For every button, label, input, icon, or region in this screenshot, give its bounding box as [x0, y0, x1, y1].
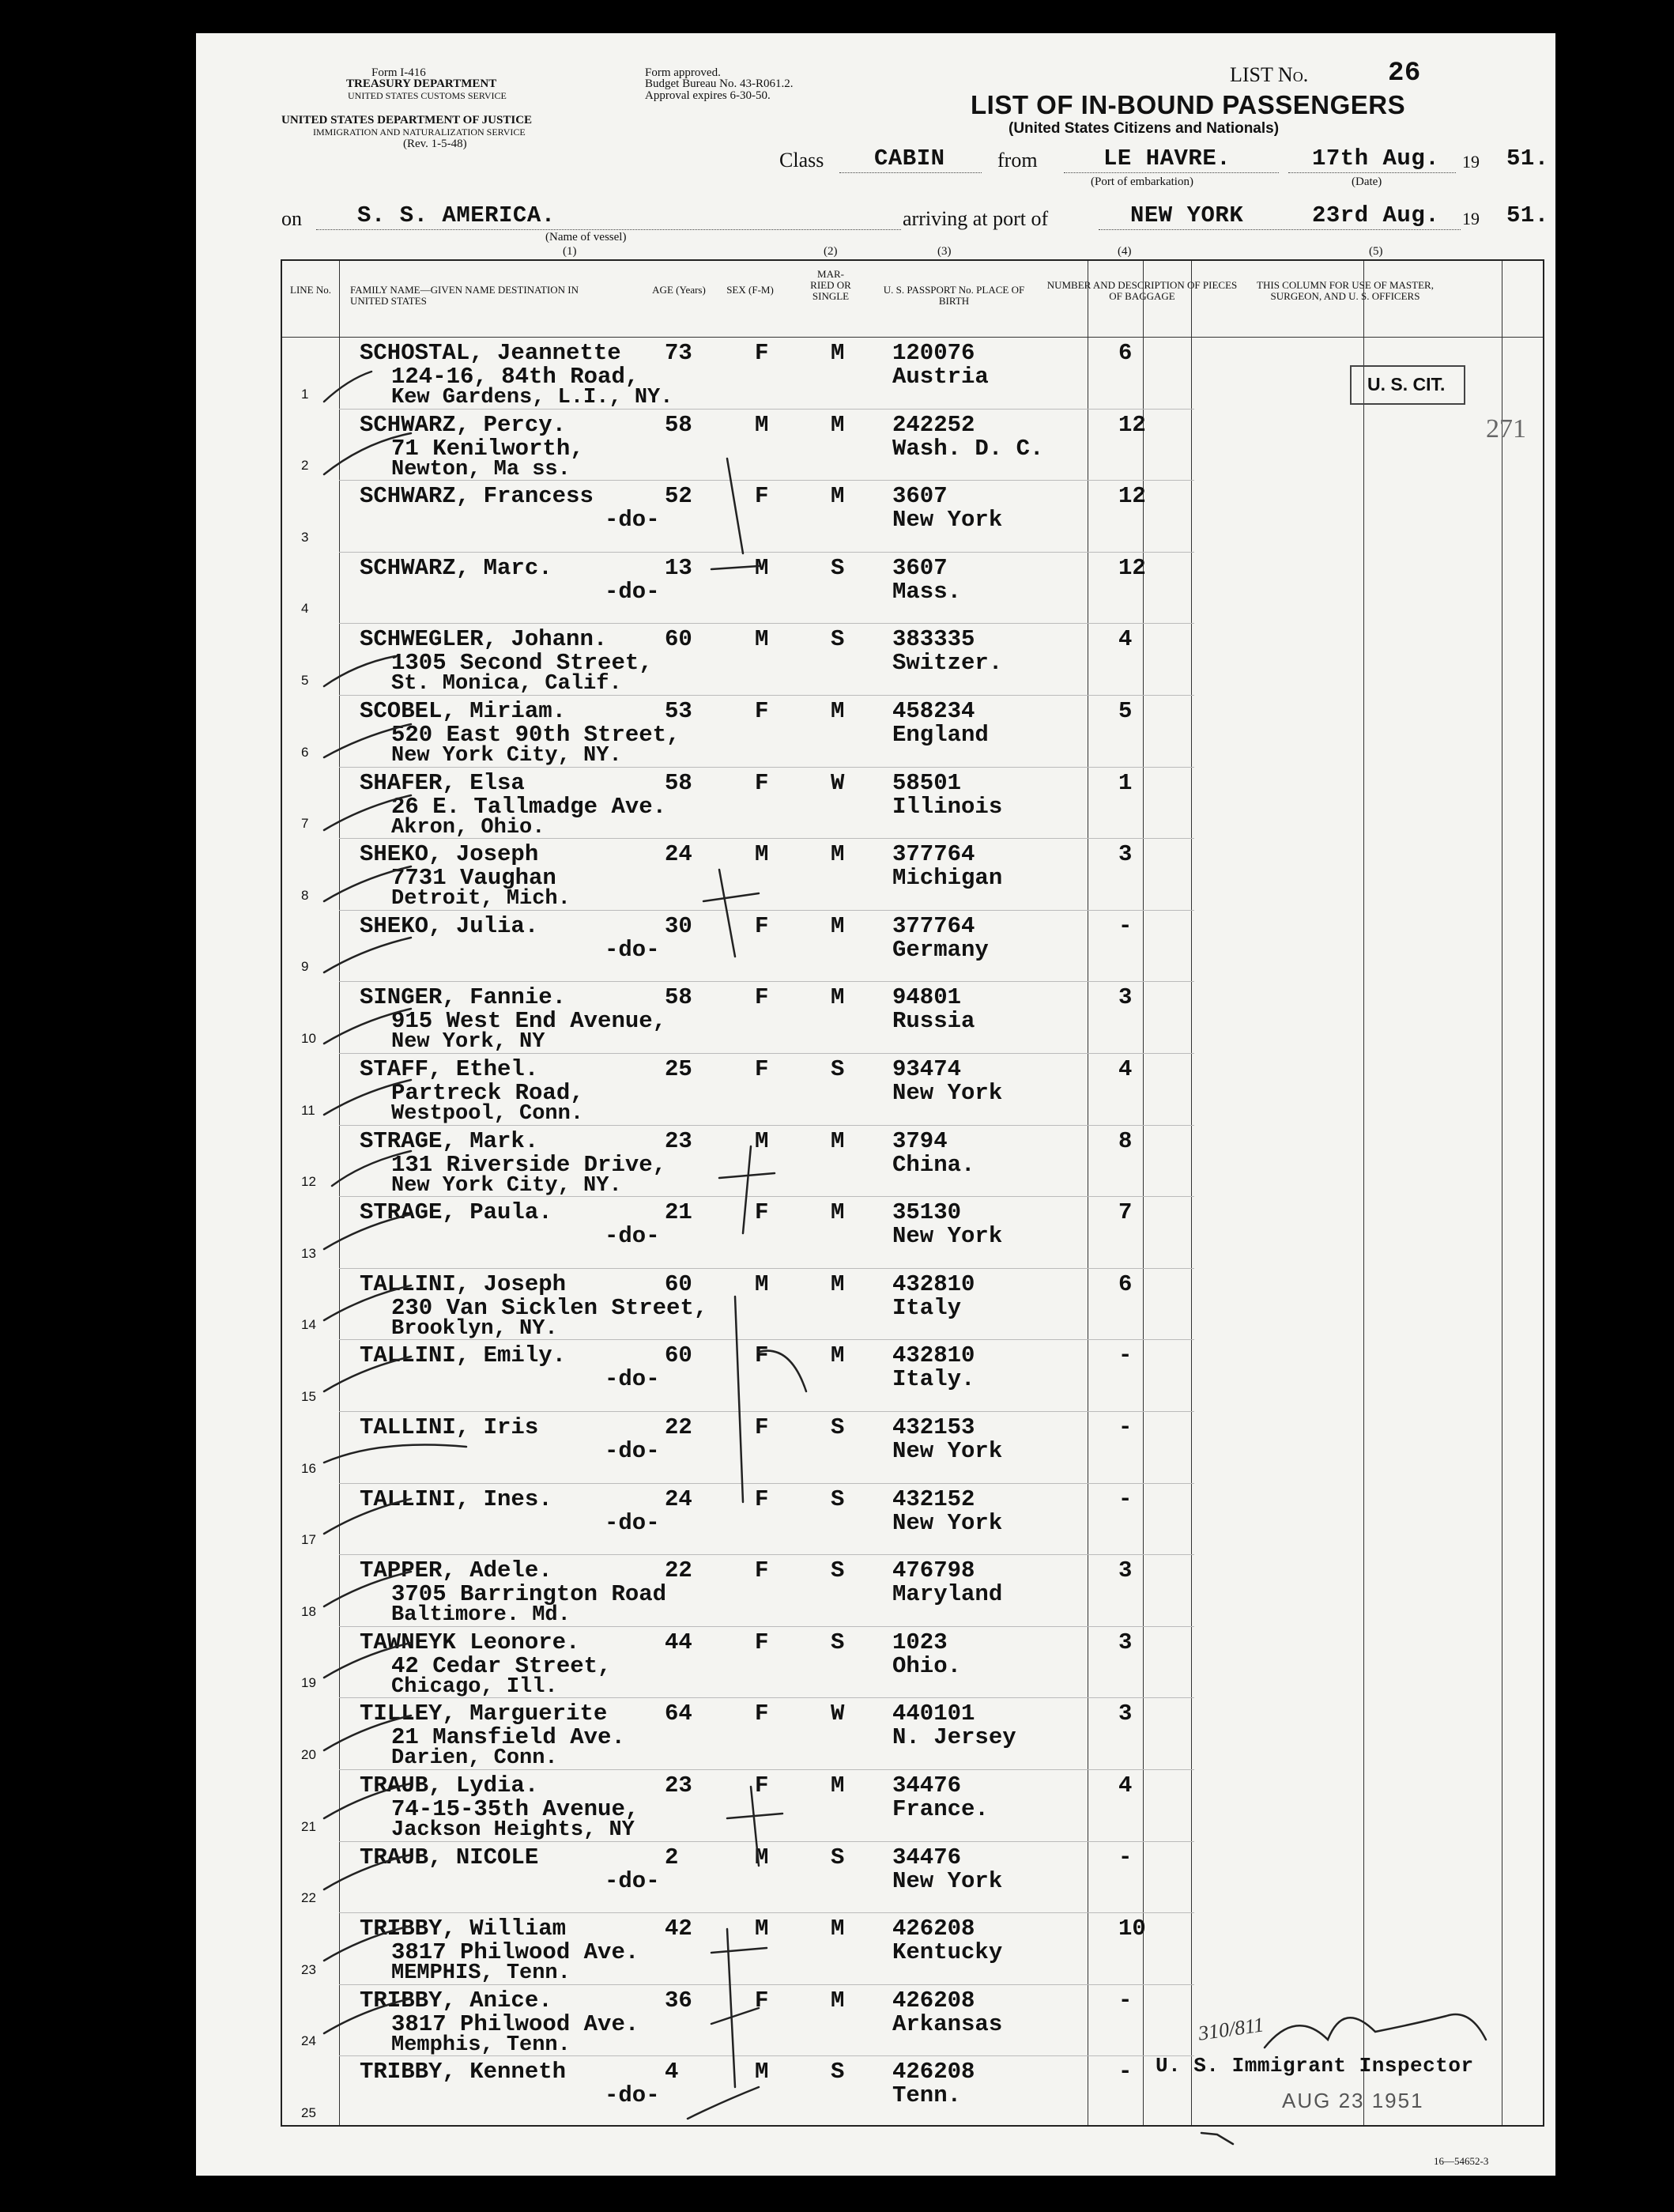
marital-status: W — [831, 1701, 845, 1727]
place-of-birth: New York — [892, 507, 1003, 534]
place-of-birth: France. — [892, 1796, 989, 1822]
marital-status: M — [831, 984, 845, 1011]
line-number: 21 — [301, 1818, 316, 1834]
address-line-1: 26 E. Tallmadge Ave. — [391, 793, 667, 820]
passport-number: 3607 — [892, 483, 948, 510]
age: 60 — [665, 1270, 692, 1297]
passport-number: 58501 — [892, 769, 962, 796]
address-line-1: 71 Kenilworth, — [391, 435, 584, 462]
page-count-annotation: 271 — [1486, 414, 1526, 444]
vessel-name: S. S. AMERICA. — [357, 202, 556, 228]
list-no-label: LIST No. — [1230, 63, 1309, 86]
passenger-name: SHEKO, Joseph — [360, 841, 539, 868]
passenger-name: TALLINI, Emily. — [360, 1342, 567, 1369]
arrival-port: NEW YORK — [1130, 202, 1244, 228]
baggage-count: - — [1118, 2059, 1133, 2086]
address-line-2: Jackson Heights, NY — [391, 1818, 635, 1842]
sex: M — [755, 1844, 769, 1870]
baggage-count: 8 — [1118, 1127, 1133, 1154]
place-of-birth: Illinois — [892, 793, 1003, 820]
column-number: (2) — [824, 245, 838, 258]
inspector-code: 310/811 — [1197, 2013, 1265, 2045]
address-line-1: 131 Riverside Drive, — [391, 1151, 667, 1178]
inspector-date-stamp: AUG 23 1951 — [1282, 2089, 1424, 2112]
marital-status: M — [831, 483, 845, 510]
baggage-count: - — [1118, 1414, 1133, 1440]
place-of-birth: Italy. — [892, 1366, 975, 1393]
line-number: 12 — [301, 1174, 316, 1190]
age: 44 — [665, 1629, 692, 1655]
address-line-1: 124-16, 84th Road, — [391, 364, 639, 390]
marital-status: M — [831, 411, 845, 438]
port-caption: (Port of embarkation) — [1091, 176, 1193, 188]
baggage-count: 10 — [1118, 1916, 1146, 1942]
passport-number: 426208 — [892, 1987, 975, 2014]
date-caption: (Date) — [1352, 176, 1382, 188]
line-number: 19 — [301, 1675, 316, 1691]
marital-status: M — [831, 698, 845, 724]
baggage-count: 3 — [1118, 984, 1133, 1011]
address-line-1: 42 Cedar Street, — [391, 1652, 612, 1679]
address-line-1: -do- — [605, 1223, 660, 1250]
place-of-birth: Maryland — [892, 1581, 1003, 1608]
address-line-2: Chicago, Ill. — [391, 1674, 558, 1699]
budget-bureau: Budget Bureau No. 43-R061.2. — [645, 77, 794, 90]
passenger-name: TRAUB, NICOLE — [360, 1844, 539, 1870]
column-number: (5) — [1369, 245, 1383, 258]
passenger-name: SINGER, Fannie. — [360, 984, 567, 1011]
manifest-title: LIST OF IN-BOUND PASSENGERS — [971, 90, 1406, 119]
revision-date: (Rev. 1-5-48) — [403, 138, 467, 150]
address-line-1: -do- — [605, 1438, 660, 1464]
passenger-name: SCHWEGLER, Johann. — [360, 626, 608, 653]
passport-number: 377764 — [892, 912, 975, 939]
line-number: 7 — [301, 816, 309, 832]
passenger-name: TRAUB, Lydia. — [360, 1772, 539, 1799]
sex: M — [755, 554, 769, 581]
line-number: 11 — [301, 1102, 315, 1118]
form-number: Form I-416 — [371, 66, 426, 79]
sex: F — [755, 340, 769, 366]
age: 25 — [665, 1056, 692, 1082]
marital-status: M — [831, 912, 845, 939]
baggage-count: 4 — [1118, 626, 1133, 653]
baggage-count: 12 — [1118, 483, 1146, 510]
inspector-label: U. S. Immigrant Inspector — [1156, 2054, 1474, 2078]
treasury-department: TREASURY DEPARTMENT — [346, 77, 497, 90]
age: 4 — [665, 2059, 679, 2086]
address-line-1: -do- — [605, 1509, 660, 1536]
marital-status: S — [831, 1056, 845, 1082]
from-label: from — [997, 149, 1038, 172]
passenger-name: TAWNEYK Leonore. — [360, 1629, 580, 1655]
departure-date: 17th Aug. — [1312, 145, 1440, 172]
column-number: (1) — [563, 245, 577, 258]
marital-status: W — [831, 769, 845, 796]
baggage-count: 6 — [1118, 340, 1133, 366]
place-of-birth: Arkansas — [892, 2010, 1003, 2037]
address-line-1: 3817 Philwood Ave. — [391, 2010, 639, 2037]
sex: F — [755, 1557, 769, 1584]
sex: M — [755, 626, 769, 653]
baggage-count: 3 — [1118, 1701, 1133, 1727]
age: 24 — [665, 841, 692, 868]
baggage-count: 4 — [1118, 1772, 1133, 1799]
address-line-2: Darien, Conn. — [391, 1746, 558, 1771]
header-sex: SEX (F-M) — [726, 284, 774, 296]
passport-number: 440101 — [892, 1701, 975, 1727]
age: 53 — [665, 698, 692, 724]
passenger-name: SCOBEL, Miriam. — [360, 698, 567, 724]
line-number: 18 — [301, 1603, 316, 1619]
marital-status: S — [831, 554, 845, 581]
baggage-count: 3 — [1118, 1557, 1133, 1584]
line-number: 20 — [301, 1746, 316, 1762]
address-line-1: -do- — [605, 1366, 660, 1393]
header-officers: THIS COLUMN FOR USE OF MASTER, SURGEON, AND U. S. OFFICERS — [1257, 279, 1434, 302]
sex: F — [755, 1485, 769, 1512]
address-line-1: 21 Mansfield Ave. — [391, 1724, 625, 1751]
sex: F — [755, 1772, 769, 1799]
sex: F — [755, 912, 769, 939]
age: 24 — [665, 1485, 692, 1512]
marital-status: S — [831, 626, 845, 653]
header-name: FAMILY NAME—GIVEN NAME DESTINATION IN UNITED STATES — [350, 284, 579, 307]
on-label: on — [281, 207, 302, 230]
age: 58 — [665, 769, 692, 796]
line-number: 6 — [301, 744, 309, 760]
place-of-birth: China. — [892, 1151, 975, 1178]
passport-number: 3607 — [892, 554, 948, 581]
footer-form-code: 16—54652-3 — [1434, 2155, 1489, 2167]
class-label: Class — [779, 149, 824, 172]
arriving-label: arriving at port of — [903, 207, 1049, 230]
sex: F — [755, 1199, 769, 1226]
line-number: 9 — [301, 959, 309, 975]
address-line-1: 3817 Philwood Ave. — [391, 1939, 639, 1966]
address-line-1: 7731 Vaughan — [391, 865, 556, 892]
line-number: 24 — [301, 2033, 316, 2049]
marital-status: S — [831, 1557, 845, 1584]
passport-number: 34476 — [892, 1772, 962, 1799]
address-line-2: Brooklyn, NY. — [391, 1316, 558, 1341]
address-line-2: Newton, Ma ss. — [391, 457, 571, 481]
passenger-name: SCHWARZ, Marc. — [360, 554, 552, 581]
place-of-birth: Switzer. — [892, 650, 1003, 677]
place-of-birth: New York — [892, 1867, 1003, 1894]
passenger-name: SHAFER, Elsa — [360, 769, 525, 796]
passenger-name: TRIBBY, William — [360, 1916, 567, 1942]
baggage-count: 6 — [1118, 1270, 1133, 1297]
address-line-1: Partreck Road, — [391, 1080, 584, 1106]
age: 60 — [665, 626, 692, 653]
header-age: AGE (Years) — [652, 284, 706, 296]
marital-status: M — [831, 1270, 845, 1297]
line-number: 2 — [301, 458, 309, 474]
age: 64 — [665, 1701, 692, 1727]
sex: F — [755, 1701, 769, 1727]
address-line-2: Westpool, Conn. — [391, 1102, 584, 1126]
line-number: 14 — [301, 1317, 316, 1333]
passenger-name: TALLINI, Joseph — [360, 1270, 567, 1297]
immigration-service: IMMIGRATION AND NATURALIZATION SERVICE — [313, 126, 526, 138]
sex: F — [755, 1414, 769, 1440]
marital-status: S — [831, 1629, 845, 1655]
baggage-count: 7 — [1118, 1199, 1133, 1226]
age: 22 — [665, 1557, 692, 1584]
address-line-1: -do- — [605, 507, 660, 534]
address-line-1: -do- — [605, 578, 660, 605]
marital-status: S — [831, 1414, 845, 1440]
line-number: 5 — [301, 672, 309, 688]
age: 73 — [665, 340, 692, 366]
class-value: CABIN — [874, 145, 945, 172]
place-of-birth: England — [892, 722, 989, 748]
age: 23 — [665, 1772, 692, 1799]
passport-number: 34476 — [892, 1844, 962, 1870]
place-of-birth: Kentucky — [892, 1939, 1003, 1966]
sex: F — [755, 1987, 769, 2014]
passenger-name: SCHWARZ, Percy. — [360, 411, 567, 438]
marital-status: S — [831, 2059, 845, 2086]
sex: M — [755, 411, 769, 438]
line-number: 4 — [301, 601, 309, 617]
marital-status: M — [831, 1127, 845, 1154]
passenger-name: TALLINI, Iris — [360, 1414, 539, 1440]
sex: F — [755, 698, 769, 724]
sex: F — [755, 1056, 769, 1082]
departure-year: 51. — [1506, 145, 1549, 172]
sex: M — [755, 2059, 769, 2086]
passport-number: 35130 — [892, 1199, 962, 1226]
passport-number: 426208 — [892, 1916, 975, 1942]
arrival-year-prefix: 19 — [1462, 209, 1480, 228]
age: 58 — [665, 411, 692, 438]
address-line-2: MEMPHIS, Tenn. — [391, 1961, 571, 1986]
address-line-2: New York, NY — [391, 1030, 545, 1055]
sex: M — [755, 1916, 769, 1942]
form-approved: Form approved. — [645, 66, 721, 79]
header-passport: U. S. PASSPORT No. PLACE OF BIRTH — [883, 284, 1025, 307]
address-line-1: 74-15-35th Avenue, — [391, 1796, 639, 1822]
place-of-birth: Mass. — [892, 578, 962, 605]
place-of-birth: Russia — [892, 1008, 975, 1035]
passenger-name: TALLINI, Ines. — [360, 1485, 552, 1512]
customs-service: UNITED STATES CUSTOMS SERVICE — [348, 90, 507, 101]
passenger-name: TILLEY, Marguerite — [360, 1701, 608, 1727]
header-line-no: LINE No. — [290, 284, 331, 296]
place-of-birth: Wash. D. C. — [892, 435, 1044, 462]
passenger-name: STAFF, Ethel. — [360, 1056, 539, 1082]
passport-number: 93474 — [892, 1056, 962, 1082]
age: 22 — [665, 1414, 692, 1440]
address-line-2: Detroit, Mich. — [391, 887, 571, 912]
age: 21 — [665, 1199, 692, 1226]
address-line-1: 3705 Barrington Road — [391, 1581, 667, 1608]
baggage-count: 4 — [1118, 1056, 1133, 1082]
baggage-count: - — [1118, 912, 1133, 939]
address-line-1: 915 West End Avenue, — [391, 1008, 667, 1035]
passport-number: 3794 — [892, 1127, 948, 1154]
line-number: 17 — [301, 1532, 316, 1548]
address-line-1: -do- — [605, 2082, 660, 2109]
address-line-2: New York City, NY. — [391, 744, 622, 768]
us-citizen-stamp-text: U. S. CIT. — [1367, 374, 1446, 394]
sex: F — [755, 1629, 769, 1655]
address-line-2: Akron, Ohio. — [391, 815, 545, 840]
sex: M — [755, 841, 769, 868]
address-line-2: New York City, NY. — [391, 1173, 622, 1198]
passport-number: 1023 — [892, 1629, 948, 1655]
baggage-count: 3 — [1118, 841, 1133, 868]
place-of-birth: New York — [892, 1509, 1003, 1536]
header-married-single: MAR-RIED OR SINGLE — [810, 268, 851, 302]
passport-number: 432810 — [892, 1342, 975, 1369]
place-of-birth: Michigan — [892, 865, 1003, 892]
marital-status: M — [831, 841, 845, 868]
baggage-count: 5 — [1118, 698, 1133, 724]
manifest-subtitle: (United States Citizens and Nationals) — [1009, 120, 1280, 137]
marital-status: M — [831, 1342, 845, 1369]
place-of-birth: N. Jersey — [892, 1724, 1016, 1751]
justice-department: UNITED STATES DEPARTMENT OF JUSTICE — [281, 114, 533, 126]
baggage-count: - — [1118, 1987, 1133, 2014]
baggage-count: - — [1118, 1342, 1133, 1369]
age: 13 — [665, 554, 692, 581]
passenger-name: STRAGE, Paula. — [360, 1199, 552, 1226]
sex: M — [755, 1127, 769, 1154]
line-number: 23 — [301, 1961, 316, 1977]
place-of-birth: Austria — [892, 364, 989, 390]
age: 58 — [665, 984, 692, 1011]
passenger-name: SHEKO, Julia. — [360, 912, 539, 939]
passenger-name: TAPPER, Adele. — [360, 1557, 552, 1584]
place-of-birth: Germany — [892, 936, 989, 963]
marital-status: M — [831, 1772, 845, 1799]
age: 36 — [665, 1987, 692, 2014]
age: 52 — [665, 483, 692, 510]
address-line-1: -do- — [605, 1867, 660, 1894]
address-line-1: 520 East 90th Street, — [391, 722, 681, 748]
list-number: 26 — [1388, 59, 1421, 89]
address-line-1: -do- — [605, 936, 660, 963]
passenger-name: TRIBBY, Kenneth — [360, 2059, 567, 2086]
passport-number: 432810 — [892, 1270, 975, 1297]
address-line-2: Baltimore. Md. — [391, 1603, 571, 1628]
address-line-2: St. Monica, Calif. — [391, 672, 622, 696]
sex: F — [755, 769, 769, 796]
passport-number: 432152 — [892, 1485, 975, 1512]
marital-status: S — [831, 1485, 845, 1512]
marital-status: M — [831, 1199, 845, 1226]
age: 42 — [665, 1916, 692, 1942]
year-prefix: 19 — [1462, 152, 1480, 172]
line-number: 13 — [301, 1245, 316, 1261]
arrival-year: 51. — [1506, 202, 1549, 228]
sex: F — [755, 1342, 769, 1369]
vessel-caption: (Name of vessel) — [545, 231, 627, 243]
passport-number: 383335 — [892, 626, 975, 653]
address-line-1: 1305 Second Street, — [391, 650, 653, 677]
sex: M — [755, 1270, 769, 1297]
passport-number: 432153 — [892, 1414, 975, 1440]
place-of-birth: New York — [892, 1223, 1003, 1250]
line-number: 22 — [301, 1890, 316, 1906]
line-number: 1 — [301, 386, 309, 402]
address-line-1: 230 Van Sicklen Street, — [391, 1294, 708, 1321]
header-baggage: NUMBER AND DESCRIPTION OF PIECES OF BAGGAGE — [1046, 279, 1238, 302]
passport-number: 426208 — [892, 2059, 975, 2086]
passport-number: 476798 — [892, 1557, 975, 1584]
column-number: (4) — [1118, 245, 1132, 258]
passenger-name: SCHOSTAL, Jeannette — [360, 340, 621, 366]
place-of-birth: Ohio. — [892, 1652, 962, 1679]
baggage-count: 12 — [1118, 554, 1146, 581]
marital-status: M — [831, 1987, 845, 2014]
passport-number: 242252 — [892, 411, 975, 438]
passport-number: 377764 — [892, 841, 975, 868]
line-number: 25 — [301, 2104, 316, 2120]
age: 30 — [665, 912, 692, 939]
place-of-birth: Italy — [892, 1294, 962, 1321]
sex: F — [755, 984, 769, 1011]
passport-number: 94801 — [892, 984, 962, 1011]
sex: F — [755, 483, 769, 510]
passport-number: 458234 — [892, 698, 975, 724]
approval-expires: Approval expires 6-30-50. — [645, 89, 771, 102]
passenger-name: SCHWARZ, Francess — [360, 483, 594, 510]
port-of-embarkation: LE HAVRE. — [1103, 145, 1231, 172]
marital-status: M — [831, 340, 845, 366]
passenger-name: TRIBBY, Anice. — [360, 1987, 552, 2014]
line-number: 3 — [301, 529, 309, 545]
line-number: 16 — [301, 1460, 316, 1476]
baggage-count: 12 — [1118, 411, 1146, 438]
marital-status: M — [831, 1916, 845, 1942]
place-of-birth: Tenn. — [892, 2082, 962, 2109]
line-number: 15 — [301, 1388, 316, 1404]
baggage-count: 3 — [1118, 1629, 1133, 1655]
passenger-name: STRAGE, Mark. — [360, 1127, 539, 1154]
passport-number: 120076 — [892, 340, 975, 366]
baggage-count: 1 — [1118, 769, 1133, 796]
age: 23 — [665, 1127, 692, 1154]
age: 60 — [665, 1342, 692, 1369]
arrival-date: 23rd Aug. — [1312, 202, 1440, 228]
age: 2 — [665, 1844, 679, 1870]
place-of-birth: New York — [892, 1080, 1003, 1106]
line-number: 8 — [301, 887, 309, 903]
column-number: (3) — [937, 245, 952, 258]
address-line-2: Memphis, Tenn. — [391, 2033, 571, 2057]
line-number: 10 — [301, 1030, 316, 1046]
marital-status: S — [831, 1844, 845, 1870]
address-line-2: Kew Gardens, L.I., NY. — [391, 386, 673, 410]
place-of-birth: New York — [892, 1438, 1003, 1464]
baggage-count: - — [1118, 1485, 1133, 1512]
baggage-count: - — [1118, 1844, 1133, 1870]
